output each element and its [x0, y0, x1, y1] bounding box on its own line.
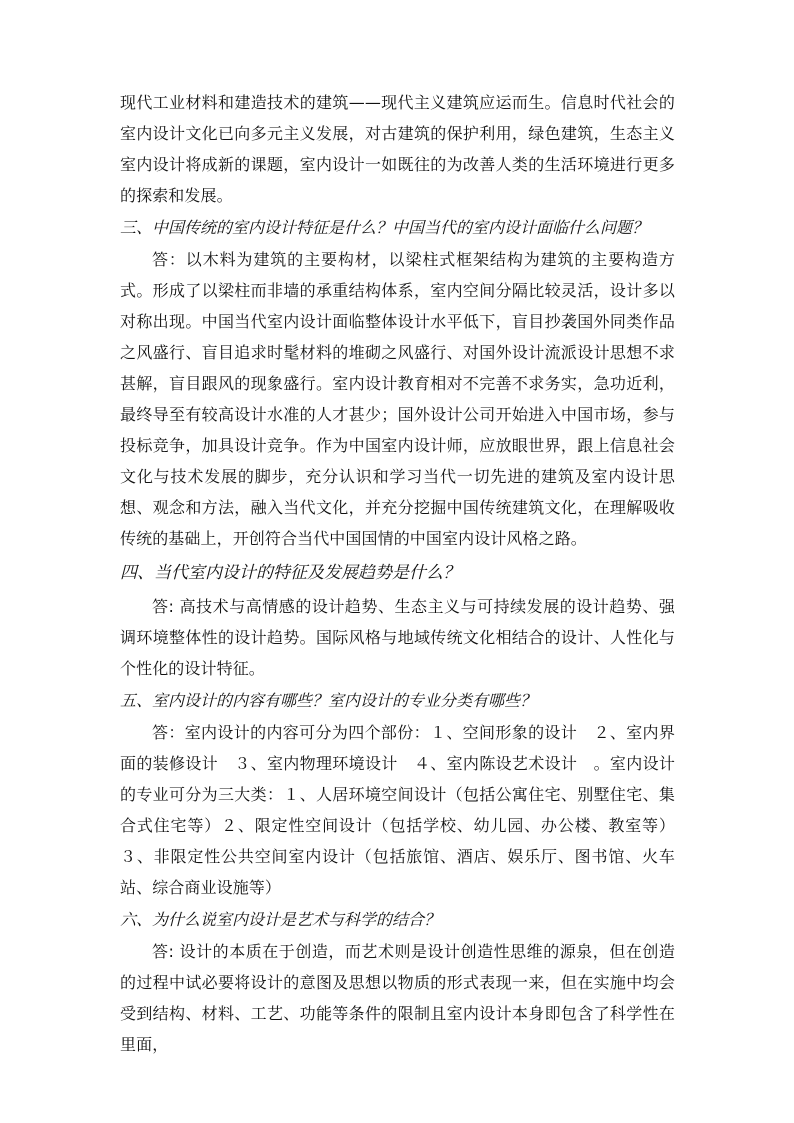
question-5-heading: 五、室内设计的内容有哪些？室内设计的专业分类有哪些？ — [120, 691, 537, 710]
answer-4-paragraph: 答: 高技术与高情感的设计趋势、生态主义与可持续发展的设计趋势、强调环境整体性的设计趋势。国际风格与地域传统文化相结合的设计、人性化与个性化的设计特征。 — [120, 597, 675, 678]
answer-6-paragraph: 答: 设计的本质在于创造，而艺术则是设计创造性思维的源泉，但在创造的过程中试必要将设计的意图及思想以物质的形式表现一来，但在实施中均会受到结构、材料、工艺、功能等条件的限制且室内设计本身即包含了科学性在里面， — [120, 942, 675, 1054]
intro-paragraph: 现代工业材料和建造技术的建筑——现代主义建筑应运而生。信息时代社会的室内设计文化已向多元主义发展，对古建筑的保护利用，绿色建筑，生态主义室内设计将成新的课题，室内设计一如既往的为改善人类的生活环境进行更多的探索和发展。 — [120, 93, 675, 205]
question-6-heading: 六、为什么说室内设计是艺术与科学的结合？ — [120, 910, 441, 929]
answer-5-paragraph: 答：室内设计的内容可分为四个部份：１、空间形象的设计 ２、室内界面的装修设计 ３、室内物理环境设计 ４、室内陈设艺术设计 。室内设计的专业可分为三大类：１、人居环境空间设计（包括公寓住宅、别墅住宅、集合式住宅等）２、限定性空间设计（包括学校、幼儿园、办公楼、教室等）３、非限定性公共空间室内设计（包括旅馆、酒店、娱乐厅、图书馆、火车站、综合商业设施等） — [120, 723, 675, 897]
answer-3-paragraph: 答：以木料为建筑的主要构材，以梁柱式框架结构为建筑的主要构造方式。形成了以梁柱而非墙的承重结构体系，室内空间分隔比较灵活，设计多以对称出现。中国当代室内设计面临整体设计水平低下，盲目抄袭国外同类作品之风盛行、盲目追求时髦材料的堆砌之风盛行、对国外设计流派设计思想不求甚解，盲目跟风的现象盛行。室内设计教育相对不完善不求务实，急功近利，最终导至有较高设计水准的人才甚少；国外设计公司开始进入中国市场，参与投标竞争，加具设计竞争。作为中国室内设计师，应放眼世界，跟上信息社会文化与技术发展的脚步，充分认识和学习当代一切先进的建筑及室内设计思想、观念和方法，融入当代文化，并充分挖掘中国传统建筑文化，在理解吸收传统的基础上，开创符合当代中国国情的中国室内设计风格之路。 — [120, 250, 675, 548]
question-3-heading: 三、中国传统的室内设计特征是什么？中国当代的室内设计面临什么问题？ — [120, 218, 649, 237]
document-body — [120, 87, 675, 1060]
question-4-heading: 四、当代室内设计的特征及发展趋势是什么？ — [120, 563, 460, 583]
